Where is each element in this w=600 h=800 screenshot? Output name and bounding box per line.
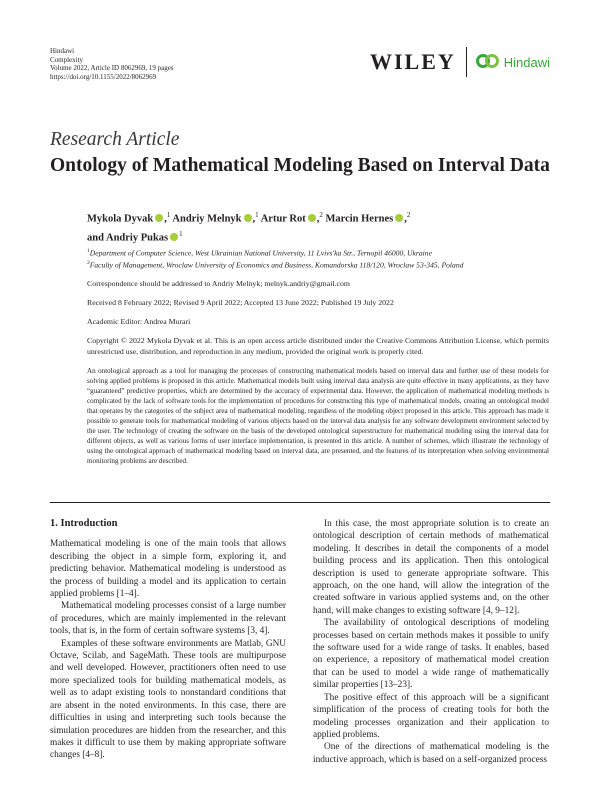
author-name[interactable]: Artur Rot — [260, 213, 306, 225]
copyright-notice: Copyright © 2022 Mykola Dyvak et al. This is an open access article distributed under the Creative Commons Attribution License, which permits unrestricted use, distribution, and reproduction in any medium, provided the original work is properly cited. — [87, 336, 549, 356]
author-affiliation-mark: 1 — [166, 211, 171, 219]
body-paragraph: The positive effect of this approach will be a significant simplification of the process of creating tools for both the modeling processes organization and their application to applied problems. — [313, 692, 549, 740]
wiley-logo: WILEY — [369, 49, 456, 74]
affiliation-number: 1 — [87, 248, 90, 254]
body-column-right — [313, 518, 549, 766]
affiliation — [87, 258, 557, 271]
publisher-name: Hindawi — [50, 47, 75, 55]
affiliation-text: Department of Computer Science, West Ukrainian National University, 11 Lvivs'ka Str., Ternopil 46000, Ukraine — [89, 248, 432, 258]
article-title: Ontology of Mathematical Modeling Based on Interval Data — [50, 155, 550, 176]
affiliation-number: 2 — [87, 260, 90, 266]
hindawi-logo-text: Hindawi — [503, 54, 550, 70]
article-dates: Received 8 February 2022; Revised 9 April 2022; Accepted 13 June 2022; Published 19 July 2022 — [87, 298, 394, 307]
volume-info: Volume 2022, Article ID 8062969, 19 pages — [50, 64, 174, 73]
abstract: An ontological approach as a tool for managing the processes of constructing mathematical models based on interval data and further use of these models for solving applied problems is proposed in this article. Mathematical models built using interval data analysis are quite effective in many applications, as they have “guaranteed” predictive properties, which are determined by the accuracy of experimental data. However, the application of mathematical modeling methods is complicated by the lack of software tools for the implementation of procedures for constructing this type of mathematical models, creating an ontological model that operates by the categories of the subject area of mathematical modeling, regardless of the modeling object proposed in this article. This approach has made it possible to generate tools for mathematical modeling of various objects based on the interval data analysis for any software development environment selected by the user. The technology of creating the software on the basis of the developed ontological superstructure for mathematical modeling using the interval data for different objects, as well as various forms of user interface implementation, is presented in this article. A number of schemes, which illustrate the technology of using the ontological approach of mathematical modeling based on interval data, are presented, and the features of its interpretation when solving environmental monitoring problems are described. — [87, 367, 549, 465]
orcid-icon[interactable] — [395, 214, 403, 222]
hindawi-logo-icon — [476, 54, 500, 70]
body-paragraph: In this case, the most appropriate solution is to create an ontological description of certain methods of mathematical modeling. It describes in detail the components of a model building process and its application. Then this ontological description is used to generate appropriate software. This approach, on the one hand, will allow the integration of the created software in various applied systems and, on the other hand, will make changes to existing software [4, 9–12]. — [313, 519, 549, 616]
author-affiliation-mark: 1 — [179, 230, 183, 238]
body-paragraph: Examples of these software environments are Matlab, GNU Octave, Scilab, and SageMath. These tools are multipurpose and well developed. However, practitioners often need to use more specialized tools for building mathematical models, as well as to adapt existing tools to nonstandard conditions that are absent in the noted environments. In this case, there are difficulties in using and interpreting such tools because the simulation procedures are hidden from the researcher, and this makes it difficult to use them by making appropriate software changes [4–8]. — [50, 638, 286, 761]
author-name[interactable]: Marcin Hernes — [325, 213, 394, 225]
article-type: Research Article — [50, 129, 180, 150]
body-paragraph: The availability of ontological descriptions of modeling processes based on certain methods makes it possible to unify the software used for a wide range of tasks. It enables, based on experience, a repository of mathematical model creation that can be used to model a wide range of mathematically similar properties [13–23]. — [313, 618, 549, 691]
author-list: Mykola Dyvak ,$^1$ Andriy Melnyk ,$^1$ Artur Rot ,$^2$ Marcin Hernes ,$^2$ and Andriy Pukas $^1$ — [87, 211, 411, 244]
orcid-icon[interactable] — [155, 214, 163, 222]
doi-link[interactable]: https://doi.org/10.1155/2022/8062969 — [50, 72, 157, 81]
body-paragraph: Mathematical modeling processes consist of a large number of procedures, which are mainly implemented in the relevant tools, that is, in the form of certain software systems [3, 4]. — [50, 601, 286, 637]
academic-editor: Academic Editor: Andrea Murari — [87, 317, 191, 326]
orcid-icon[interactable] — [308, 214, 316, 222]
publisher-logos — [370, 46, 550, 78]
author-name[interactable]: Andriy Pukas — [105, 232, 169, 244]
orcid-icon[interactable] — [244, 214, 252, 222]
author-name[interactable]: Andriy Melnyk — [172, 213, 242, 225]
body-paragraph: Mathematical modeling is one of the main tools that allows describing the object in a simple form, exploring it, and predicting behavior. Mathematical modeling is understood as the process of building a model and its application to certain applied problems [1–4]. — [50, 539, 286, 600]
body-column-left — [50, 518, 286, 762]
journal-meta — [50, 47, 174, 81]
section-heading: 1. Introduction — [50, 518, 118, 529]
journal-name: Complexity — [50, 55, 84, 64]
affiliation — [87, 246, 557, 259]
author-affiliation-mark: 2 — [319, 211, 323, 219]
section-divider — [50, 502, 550, 503]
logo-divider — [466, 47, 467, 77]
affiliation-text: Faculty of Management, Wroclaw University of Economics and Business, Komandorska 118/120, Wroclaw 53-345, Poland — [89, 260, 464, 270]
author-affiliation-mark: 2 — [406, 211, 411, 219]
body-paragraph: One of the directions of mathematical modeling is the inductive approach, which is based on a self-organized process — [313, 742, 549, 765]
orcid-icon[interactable] — [170, 233, 178, 241]
correspondence-note: Correspondence should be addressed to Andriy Melnyk; melnyk.andriy@gmail.com — [87, 279, 350, 288]
author-affiliation-mark: 1 — [255, 211, 259, 219]
author-name[interactable]: Mykola Dyvak — [87, 213, 154, 225]
